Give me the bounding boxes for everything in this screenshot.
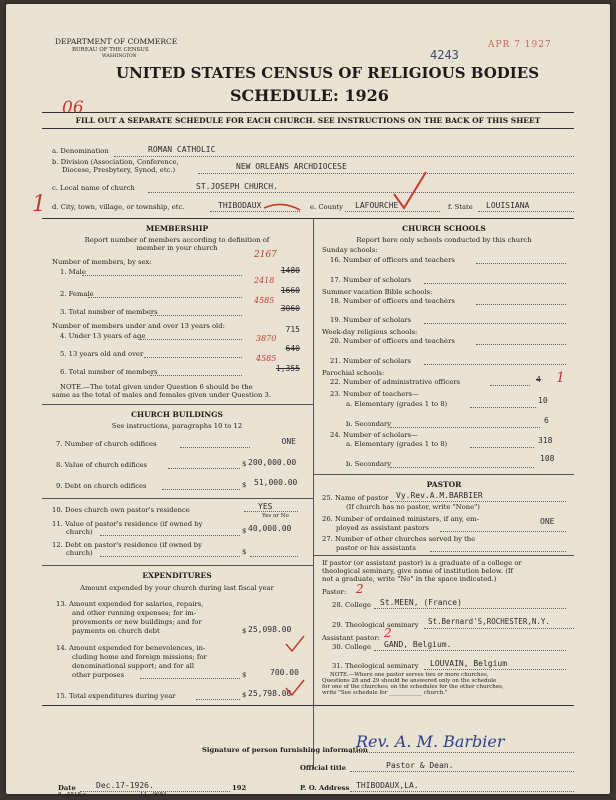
q13-line-3: provements or new buildings; and for bbox=[72, 618, 202, 626]
q24a-label: a. Elementary (grades 1 to 8) bbox=[346, 440, 448, 448]
male-label: 1. Male bbox=[60, 268, 86, 276]
rule bbox=[42, 498, 313, 499]
rule bbox=[42, 128, 574, 129]
membership-sub-2: member in your church bbox=[136, 244, 218, 252]
rule bbox=[42, 705, 574, 706]
q9-value[interactable]: 51,000.00 bbox=[254, 478, 298, 487]
pastor-note-2: Questions 28 and 29 should be answered only on the schedule bbox=[322, 678, 497, 684]
q16-label: 16. Number of officers and teachers bbox=[330, 256, 455, 264]
fill-line bbox=[478, 211, 574, 212]
rule bbox=[42, 565, 313, 566]
q25-label: 25. Name of pastor bbox=[322, 494, 389, 502]
fill-line bbox=[424, 628, 574, 629]
total6-value[interactable]: 1,355 bbox=[275, 364, 300, 373]
fill-line bbox=[424, 669, 566, 670]
over13-value[interactable]: 640 bbox=[285, 344, 300, 353]
assistant-mark: 2 bbox=[384, 626, 392, 640]
pastor-heading: PASTOR bbox=[426, 480, 462, 489]
date-value[interactable]: Dec.17-1926. bbox=[96, 781, 154, 790]
handwritten-code: 06 bbox=[62, 98, 84, 118]
q24-label: 24. Number of scholars— bbox=[330, 431, 418, 439]
female-label: 2. Female bbox=[60, 290, 94, 298]
check-mark-icon bbox=[262, 196, 302, 218]
city-label: d. City, town, village, or township, etc. bbox=[52, 203, 185, 211]
q17-blank[interactable] bbox=[424, 283, 566, 284]
q14-value[interactable]: 700.00 bbox=[270, 668, 299, 677]
date-stamp: APR 7 1927 bbox=[488, 40, 552, 50]
fill-line bbox=[390, 501, 566, 502]
denomination-label: a. Denomination bbox=[52, 147, 109, 155]
fill-line bbox=[162, 489, 240, 490]
q9-label: 9. Debt on church edifices bbox=[56, 482, 147, 490]
q15-label: 15. Total expenditures during year bbox=[56, 692, 176, 700]
fill-line bbox=[350, 771, 574, 772]
fill-line bbox=[150, 315, 242, 316]
under13-label: 4. Under 13 years of age bbox=[60, 332, 146, 340]
q28-value[interactable]: St.MEEN, (France) bbox=[380, 598, 462, 607]
dollar-sign: $ bbox=[242, 671, 247, 679]
q30-label: 30. College bbox=[332, 643, 372, 651]
q28-label: 28. College bbox=[332, 601, 372, 609]
dollar-sign: $ bbox=[242, 691, 247, 699]
form-title: UNITED STATES CENSUS OF RELIGIOUS BODIES bbox=[116, 64, 540, 82]
q10-hint: Yes or No bbox=[262, 513, 289, 519]
by-sex-label: Number of members, by sex: bbox=[52, 258, 152, 266]
denomination-value[interactable]: ROMAN CATHOLIC bbox=[148, 145, 216, 154]
q25-hint: (If church has no pastor, write "None") bbox=[346, 503, 480, 511]
q27-label-1: 27. Number of other churches served by the bbox=[322, 535, 476, 543]
q18-label: 18. Number of officers and teachers bbox=[330, 297, 455, 305]
dollar-sign: $ bbox=[242, 527, 247, 535]
fill-line bbox=[88, 297, 242, 298]
q18-blank[interactable] bbox=[476, 304, 566, 305]
dollar-sign: $ bbox=[242, 548, 247, 556]
q17-label: 17. Number of scholars bbox=[330, 276, 412, 284]
q24a-value[interactable]: 318 bbox=[538, 436, 553, 445]
buildings-heading: CHURCH BUILDINGS bbox=[131, 410, 223, 419]
fill-line bbox=[374, 608, 566, 609]
dollar-sign: $ bbox=[242, 460, 247, 468]
graduate-info-3: not a graduate, write "No" in the space indicated.) bbox=[322, 575, 497, 583]
q26-label-2: ployed as assistant pastors bbox=[336, 524, 429, 532]
fill-line bbox=[198, 173, 574, 174]
fill-line bbox=[350, 752, 574, 753]
pastor-label: Pastor: bbox=[322, 588, 347, 596]
state-value[interactable]: LOUISIANA bbox=[486, 201, 530, 210]
instruction-line: FILL OUT A SEPARATE SCHEDULE FOR EACH CHURCH. SEE INSTRUCTIONS ON THE BACK OF THIS SHEET bbox=[75, 116, 541, 125]
date-label: Date bbox=[58, 784, 76, 792]
dollar-sign: $ bbox=[242, 627, 247, 635]
division-value[interactable]: NEW ORLEANS ARCHDIOCESE bbox=[236, 162, 347, 171]
q23b-label: b. Secondary bbox=[346, 420, 392, 428]
male-value[interactable]: 1480 bbox=[280, 266, 300, 275]
assistant-label: Assistant pastor: bbox=[322, 634, 380, 642]
q30-value[interactable]: GAND, Belgium. bbox=[384, 640, 452, 649]
parochial-label: Parochial schools: bbox=[322, 369, 385, 377]
fill-line bbox=[374, 650, 566, 651]
fill-line bbox=[100, 535, 240, 536]
q26-label-1: 26. Number of ordained ministers, if any, em- bbox=[322, 515, 479, 523]
total6-label: 6. Total number of members bbox=[60, 368, 158, 376]
q16-blank[interactable] bbox=[476, 263, 566, 264]
sunday-label: Sunday schools: bbox=[322, 246, 378, 254]
q27-label-2: pastor or his assistants bbox=[336, 544, 416, 552]
q23b-value[interactable]: 6 bbox=[544, 416, 549, 425]
age-label: Number of members under and over 13 years old: bbox=[52, 322, 225, 330]
schools-sub: Report here only schools conducted by this church bbox=[356, 236, 532, 244]
bureau-label: BUREAU OF THE CENSUS bbox=[72, 47, 149, 53]
fill-line bbox=[470, 447, 534, 448]
q14-line-1: 14. Amount expended for benevolences, in- bbox=[56, 644, 206, 652]
weekday-label: Week-day religious schools: bbox=[322, 328, 418, 336]
stamp-number: 4243 bbox=[430, 48, 459, 62]
department-label: DEPARTMENT OF COMMERCE bbox=[55, 37, 178, 46]
q14-line-2: cluding home and foreign missions; for bbox=[72, 653, 207, 661]
q23a-label: a. Elementary (grades 1 to 8) bbox=[346, 400, 448, 408]
total-label: 3. Total number of members bbox=[60, 308, 158, 316]
over13-label: 5. 13 years old and over bbox=[60, 350, 144, 358]
female-handwritten: 2418 bbox=[254, 276, 275, 285]
rule bbox=[42, 218, 574, 219]
female-value[interactable]: 1660 bbox=[280, 286, 300, 295]
margin-mark: 1 bbox=[32, 192, 46, 217]
q22-label: 22. Number of administrative officers bbox=[330, 378, 460, 386]
q29-label: 29. Theological seminary bbox=[332, 621, 419, 629]
q7-value[interactable]: ONE bbox=[281, 437, 296, 446]
q7-label: 7. Number of church edifices bbox=[56, 440, 157, 448]
check-mark-icon bbox=[284, 634, 306, 654]
q20-label: 20. Number of officers and teachers bbox=[330, 337, 455, 345]
city-value[interactable]: THIBODAUX bbox=[218, 201, 262, 210]
fill-line bbox=[100, 556, 240, 557]
membership-note-1: NOTE.—The total given under Question 6 should be the bbox=[60, 383, 253, 391]
pastor-note-4: write "See schedule for ____________ church." bbox=[322, 690, 448, 696]
pastor-mark: 2 bbox=[356, 582, 364, 596]
q23a-value[interactable]: 10 bbox=[538, 396, 548, 405]
q19-label: 19. Number of scholars bbox=[330, 316, 412, 324]
q21-blank[interactable] bbox=[424, 364, 566, 365]
q23-label: 23. Number of teachers— bbox=[330, 390, 419, 398]
q13-line-1: 13. Amount expended for salaries, repairs, bbox=[56, 600, 204, 608]
q22-value[interactable]: 4 bbox=[536, 375, 541, 384]
signature-label: Signature of person furnishing information bbox=[202, 746, 368, 754]
q31-label: 31. Theological seminary bbox=[332, 662, 419, 670]
expenditures-heading: EXPENDITURES bbox=[142, 571, 212, 580]
q15-value[interactable]: 25,798.00 bbox=[248, 689, 292, 698]
official-title-value[interactable]: Pastor & Dean. bbox=[386, 761, 454, 770]
fill-line bbox=[390, 467, 534, 468]
signature: Rev. A. M. Barbier bbox=[356, 732, 505, 751]
fill-line bbox=[350, 791, 574, 792]
q14-line-4: other purposes bbox=[72, 671, 125, 679]
check-mark-icon bbox=[390, 168, 430, 212]
q27-blank[interactable] bbox=[430, 551, 566, 552]
membership-heading: MEMBERSHIP bbox=[145, 224, 209, 233]
q20-blank[interactable] bbox=[476, 344, 566, 345]
under13-handwritten: 3870 bbox=[256, 334, 277, 343]
fill-line bbox=[180, 447, 250, 448]
form-number: 8—5518 a bbox=[58, 792, 87, 798]
pastor-note-3: for one of the churches; on the schedules for the other churches, bbox=[322, 684, 504, 690]
check-mark-icon bbox=[284, 678, 306, 698]
division-label: b. Division (Association, Conference, bbox=[52, 158, 179, 166]
q14-line-3: denominational support; and for all bbox=[72, 662, 195, 670]
total6-handwritten: 4585 bbox=[256, 354, 277, 363]
q13-line-2: and other running expenses; for im- bbox=[72, 609, 197, 617]
q29-value[interactable]: St.Bernard'S,ROCHESTER,N.Y. bbox=[428, 617, 550, 626]
q19-blank[interactable] bbox=[424, 323, 566, 324]
fill-line bbox=[440, 531, 566, 532]
total-handwritten: 4585 bbox=[254, 296, 275, 305]
year-suffix: 192 bbox=[232, 784, 247, 792]
schedule-title: SCHEDULE: 1926 bbox=[230, 86, 389, 105]
graduate-info-2: theological seminary, give name of institution below. (If bbox=[322, 567, 514, 575]
rule bbox=[313, 555, 574, 556]
fill-line bbox=[244, 511, 298, 512]
q11-value[interactable]: 40,000.00 bbox=[248, 524, 292, 533]
fill-line bbox=[82, 275, 242, 276]
under13-value[interactable]: 715 bbox=[285, 325, 300, 334]
q13-value[interactable]: 25,098.00 bbox=[248, 625, 292, 634]
fill-line bbox=[168, 468, 240, 469]
fill-line bbox=[144, 357, 242, 358]
q13-line-4: payments on church debt bbox=[72, 627, 160, 635]
q21-label: 21. Number of scholars bbox=[330, 357, 412, 365]
pastor-note-1: NOTE.—Where one pastor serves two or more churches, bbox=[330, 672, 489, 678]
fill-line bbox=[140, 678, 240, 679]
rule bbox=[42, 112, 574, 113]
fill-line bbox=[196, 699, 240, 700]
washington-label: WASHINGTON bbox=[102, 54, 137, 59]
q24b-value[interactable]: 108 bbox=[540, 454, 555, 463]
rule bbox=[313, 474, 574, 475]
membership-note-2: same as the total of males and females given under Question 3. bbox=[52, 391, 271, 399]
q31-value[interactable]: LOUVAIN, Belgium bbox=[430, 659, 508, 668]
q10-value[interactable]: YES bbox=[258, 502, 273, 511]
q25-value[interactable]: Vy.Rev.A.M.BARBIER bbox=[396, 491, 483, 500]
fill-line bbox=[470, 407, 536, 408]
po-label: P. O. Address bbox=[300, 784, 350, 792]
q12-blank[interactable] bbox=[250, 556, 298, 557]
print-number: 11—9084 bbox=[140, 792, 167, 798]
official-title-label: Official title bbox=[300, 764, 346, 772]
membership-sub-1: Report number of members according to definition of bbox=[84, 236, 270, 244]
state-label: f. State bbox=[448, 203, 473, 211]
q8-value[interactable]: 200,000.00 bbox=[248, 458, 297, 467]
column-divider bbox=[313, 218, 314, 769]
total-value[interactable]: 3060 bbox=[280, 304, 300, 313]
fill-line bbox=[150, 375, 242, 376]
fill-line bbox=[390, 427, 540, 428]
fill-line bbox=[148, 192, 574, 193]
fill-line bbox=[114, 156, 574, 157]
county-label: e. County bbox=[310, 203, 343, 211]
schools-heading: CHURCH SCHOOLS bbox=[402, 224, 486, 233]
q24b-label: b. Secondary bbox=[346, 460, 392, 468]
q22-handwritten: 1 bbox=[556, 370, 565, 386]
rule bbox=[42, 404, 313, 405]
buildings-sub: See instructions, paragraphs 10 to 12 bbox=[111, 422, 243, 430]
q12-label-2: church) bbox=[66, 549, 93, 557]
q8-label: 8. Value of church edifices bbox=[56, 461, 148, 469]
q12-label-1: 12. Debt on pastor's residence (if owned by bbox=[52, 541, 202, 549]
county-value[interactable]: LAFOURCHE bbox=[355, 201, 399, 210]
graduate-info-1: If pastor (or assistant pastor) is a graduate of a college or bbox=[322, 559, 522, 567]
q26-value[interactable]: ONE bbox=[540, 517, 555, 526]
expenditures-sub: Amount expended by your church during last fiscal year bbox=[80, 584, 274, 592]
local-name-label: c. Local name of church bbox=[52, 184, 135, 192]
po-value[interactable]: THIBODAUX,LA. bbox=[356, 781, 419, 790]
division-label-2: Diocese, Presbytery, Synod, etc.) bbox=[62, 166, 176, 174]
q11-label-2: church) bbox=[66, 528, 93, 536]
dollar-sign: $ bbox=[242, 481, 247, 489]
local-name-value[interactable]: ST.JOSEPH CHURCH. bbox=[196, 182, 278, 191]
fill-line bbox=[490, 385, 530, 386]
male-handwritten: 2167 bbox=[254, 250, 277, 260]
q11-label-1: 11. Value of pastor's residence (if owned by bbox=[52, 520, 203, 528]
fill-line bbox=[140, 339, 242, 340]
q10-label: 10. Does church own pastor's residence bbox=[52, 506, 190, 514]
summer-label: Summer vacation Bible schools: bbox=[322, 288, 433, 296]
